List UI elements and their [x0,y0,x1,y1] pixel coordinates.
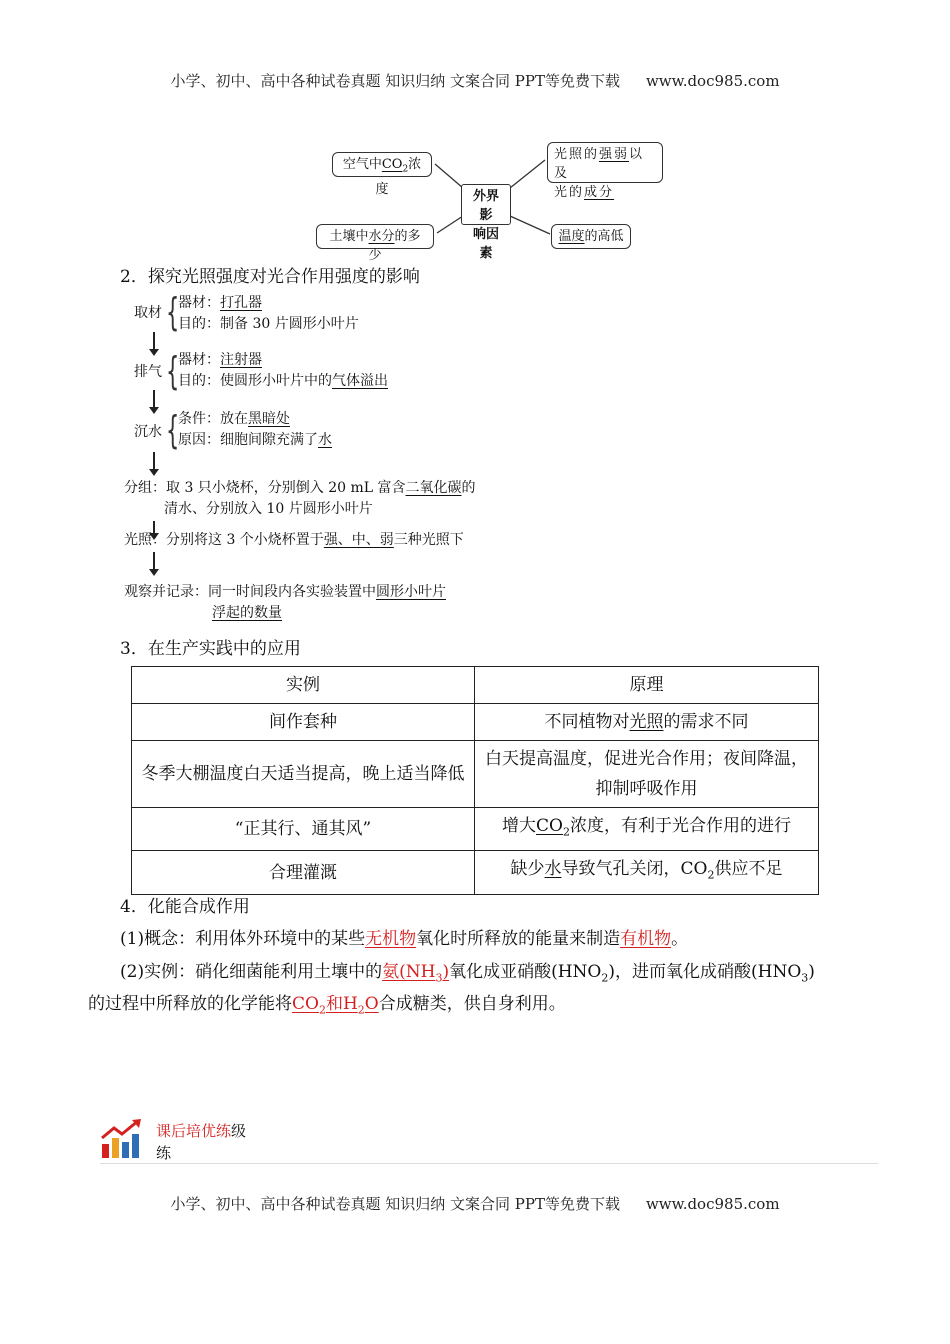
example-paragraph-cont: 的过程中所释放的化学能将$CO_2$和$H_2O$合成糖类，供自身利用。 [88,994,566,1017]
application-table [131,666,819,895]
header-site-link[interactable]: www.doc985.com [645,72,780,90]
table-row: 合理灌溉 缺少水导致气孔关闭，$CO_2$供应不足 [132,851,819,894]
section2-title: 2．探究光照强度对光合作用强度的影响 [120,267,420,287]
factor-temperature-box: 温度的高低 [551,224,631,249]
step-degas-detail: 器材：注射器 目的：使圆形小叶片中的气体溢出 [178,352,388,389]
example-paragraph: (2)实例：硝化细菌能利用土壤中的氨$(NH_3)$氧化成亚硝酸$(HNO_2)$，进而氧化成硝酸$(HNO_3)$ [120,962,815,985]
factor-co2-box: 空气中$CO_2$浓度 [332,152,432,177]
step-observe: 观察并记录：同一时间段内各实验装置中圆形小叶片 浮起的数量 [124,584,446,621]
divider [100,1163,878,1164]
table-row: 间作套种 不同植物对光照的需求不同 [132,704,819,741]
section4-title: 4．化能合成作用 [120,897,250,917]
brace-icon: { [166,290,180,334]
table-header-row [132,667,819,704]
header-text: 小学、初中、高中各种试卷真题 知识归纳 文案合同 PPT等免费下载 [170,72,620,90]
flow-arrow-icon [153,452,155,470]
table-header-cell: 实例 [132,667,475,704]
brace-icon: { [166,349,180,393]
page-footer [0,1193,950,1214]
factor-water-box: 土壤中水分的多少 [316,224,434,249]
page-header [0,70,950,91]
table-header-cell: 原理 [475,667,819,704]
footer-text: 小学、初中、高中各种试卷真题 知识归纳 文案合同 PPT等免费下载 [170,1195,620,1213]
step-grouping: 分组：取 3 只小烧杯，分别倒入 20 mL 富含二氧化碳的 清水、分别放入 10 片圆形小叶片 [124,480,476,517]
step-sink-label: 沉水 [134,424,162,440]
step-sink-detail: 条件：放在黑暗处 原因：细胞间隙充满了水 [178,411,332,448]
chart-growth-icon [100,1118,144,1160]
step-illumination: 光照：分别将这 3 个小烧杯置于强、中、弱三种光照下 [124,532,464,548]
step-degas-label: 排气 [134,364,162,380]
section3-title: 3．在生产实践中的应用 [120,639,301,659]
flow-arrow-icon [153,390,155,408]
step-sampling-detail: 器材：打孔器 目的：制备 30 片圆形小叶片 [178,295,359,332]
concept-paragraph: (1)概念：利用体外环境中的某些无机物氧化时所释放的能量来制造有机物。 [120,929,689,949]
table-row: “正其行、通其风” 增大$CO_2$浓度，有利于光合作用的进行 [132,808,819,851]
badge-title: 课后培优练级 练 [156,1122,247,1162]
center-factor-box: 外界影 响因素 [461,184,511,225]
step-sampling-label: 取材 [134,305,162,321]
footer-site-link[interactable]: www.doc985.com [645,1195,780,1213]
flow-arrow-icon [153,332,155,350]
flow-arrow-icon [153,552,155,570]
brace-icon: { [166,408,180,452]
table-row: 冬季大棚温度白天适当提高，晚上适当降低 白天提高温度，促进光合作用；夜间降温，抑制呼吸作用 [132,741,819,808]
factor-light-box: 光照的强弱以及 光的成分 [547,142,663,183]
